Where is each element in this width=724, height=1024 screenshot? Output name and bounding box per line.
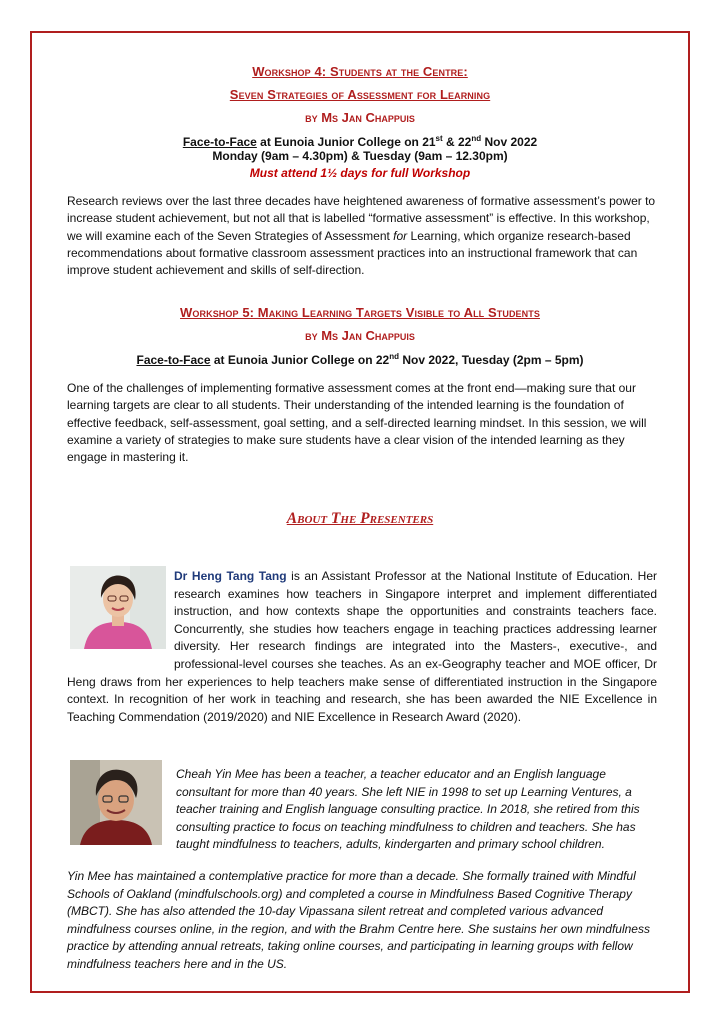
workshop5-venue: Face-to-Face at Eunoia Junior College on 22nd Nov 2022, Tuesday (2pm – 5pm) — [136, 352, 584, 367]
presenter2-bio-intro: Cheah Yin Mee has been a teacher, a teacher educator and an English language consultant for more than 40 years. She left NIE in 1998 to set up Learning Ventures, a teacher training and English language consulting practice. In 2018, she retired from this consulting practice to focus on teaching mindfulness to children and teachers. She has taught mindfulness to teachers, adults, kindergarten and primary school children. — [176, 767, 640, 852]
workshop4-title-line1: Workshop 4: Students at the Centre: — [252, 64, 468, 79]
workshop4-attendance-note: Must attend 1½ days for full Workshop — [249, 166, 471, 180]
workshop4-presenter: by Ms Jan Chappuis — [305, 110, 415, 125]
workshop4-mode: Face-to-Face — [182, 135, 257, 149]
workshop4-schedule: Monday (9am – 4.30pm) & Tuesday (9am – 12.30pm) — [212, 149, 508, 163]
workshop5-description: One of the challenges of implementing formative assessment comes at the front end—making sure that our learning targets are clear to all students. Their understanding of the intended learning is the foundation of effective feedback, self-assessment, goal setting, and a self-directed learning mindset. In this session, we will examine a variety of strategies to make sure students have a clear vision of the intended learning as they engage in mastering it. — [67, 381, 647, 465]
about-presenters-heading: About The Presenters — [286, 510, 434, 527]
workshop5-presenter: by Ms Jan Chappuis — [305, 328, 415, 343]
presenter1-bio: Dr Heng Tang Tang is an Assistant Professor at the National Institute of Education. Her research examines how teachers in Singapore interpret and implement differentiated instruction, and how contexts shape the opportunities and constraints teachers face. Concurrently, she studies how teachers engage in teaching practices addressing learner diversity. Her research findings are integrated into the Masters-, executive-, and professional-level courses she teaches. As an ex-Geography teacher and MOE officer, Dr Heng draws from her experiences to help teachers make sense of differentiated instruction in the Singapore context. In recognition of her work in teaching and research, she has been awarded the NIE Excellence in Teaching Commendation (2019/2020) and NIE Excellence in Research Award (2020). — [67, 569, 658, 724]
workshop5-title: Workshop 5: Making Learning Targets Visible to All Students — [180, 305, 540, 320]
workshop4-venue: Face-to-Face at Eunoia Junior College on 21st & 22nd Nov 2022 — [182, 134, 538, 149]
workshop4-title-line2: Seven Strategies of Assessment for Learning — [229, 87, 491, 102]
presenter2-bio-practice: Yin Mee has maintained a contemplative practice for more than a decade. She formally trained with Mindful Schools of Oakland (mindfulschools.org) and completed a course in Mindfulness Based Cognitive Therapy (MBCT). She has also attended the 10-day Vipassana silent retreat and completed various advanced mindfulness courses online, in the region, and with the Brahm Centre here. She sustains her own mindfulness practice by attending annual retreats, taking online courses, and participating in learning groups with fellow mindfulness teachers here and in the US. — [67, 869, 650, 971]
presenter2-photo — [70, 760, 162, 845]
workshop4-description: Research reviews over the last three decades have heightened awareness of formative assessment’s power to increase student achievement, but not all that is labelled “formative assessment” is effective. In this workshop, we will examine each of the Seven Strategies of Assessment for Learning, which organize research-based recommendations about formative classroom assessment practices into an instructional framework that can improve student achievement and skills of self-direction. — [67, 194, 656, 278]
workshop5-mode: Face-to-Face — [136, 353, 211, 367]
presenter1-name: Dr Heng Tang Tang — [174, 569, 287, 583]
